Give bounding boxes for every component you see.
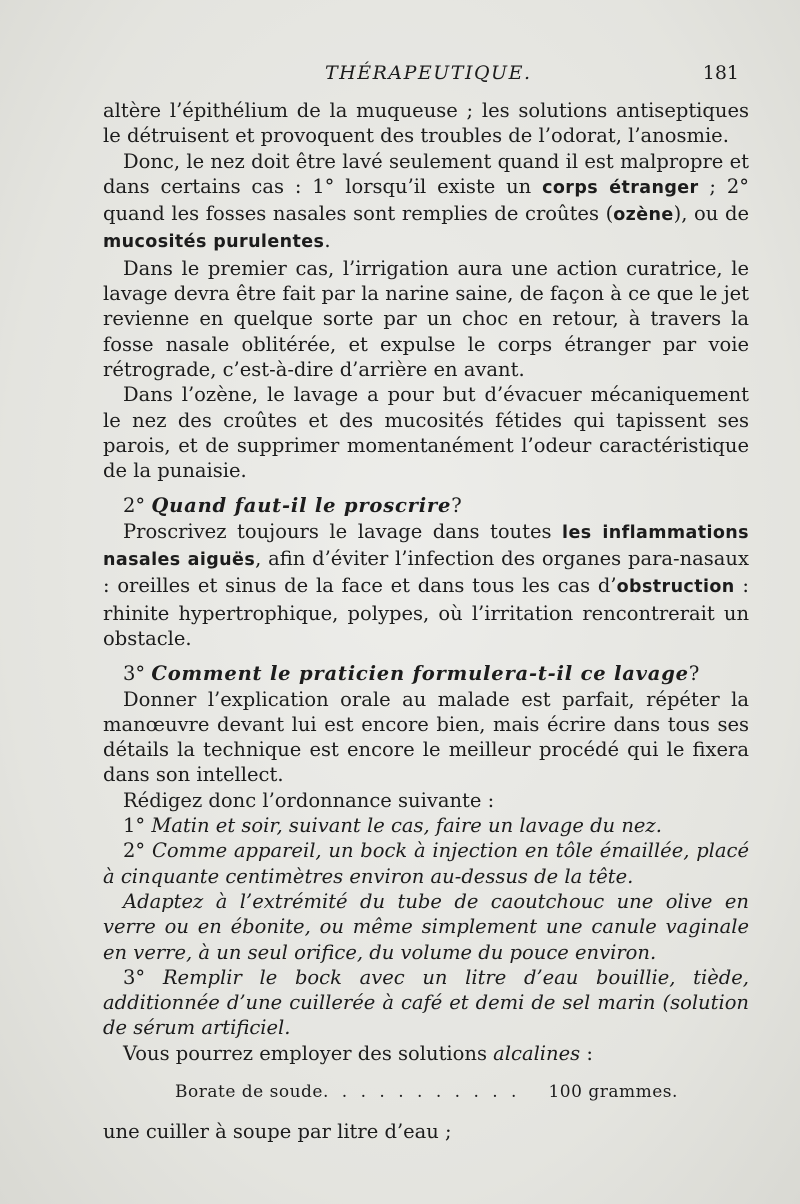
prescription-item-2-continued: Adaptez à l’extrémité du tube de caoutchouc une olive en verre ou en ébonite, ou même simplement une canule vaginale en verre, à un seul orifice, du volume du pouce environ. (103, 889, 749, 964)
formula-dots: . . . . . . . . . . . (322, 1081, 521, 1102)
formula-quantity: 100 grammes. (548, 1081, 678, 1102)
paragraph-epithelium: altère l’épithélium de la muqueuse ; les solutions antiseptiques le détruisent et provoquent des troubles de l’odorat, l’anosmie. (103, 99, 749, 148)
paragraph-proscribe: Proscrivez toujours le lavage dans toutes les inflammations nasales aiguës, afin d’éviter l’infection des organes para-nasaux : oreilles et sinus de la face et dans tous les cas d’obstruction : rhinite hypertrophique, polypes, où l’irritation rencontrerait un obstacle. (103, 519, 749, 650)
paragraph-prescription-intro: Rédigez donc l’ordonnance suivante : (123, 788, 495, 812)
section-heading-formulate: 3° Comment le praticien formulera-t-il ce lavage? (123, 662, 700, 686)
paragraph-when-wash: Donc, le nez doit être lavé seulement quand il est malpropre et dans certains cas : 1° lorsqu’il existe un corps étranger ; 2° quand les fosses nasales sont remplies de croûtes (ozène), ou de mucosités purulentes. (103, 149, 750, 253)
formula-line (175, 1080, 749, 1105)
page-body (103, 98, 749, 1145)
paragraph-ozene: Dans l’ozène, le lavage a pour but d’évacuer mécaniquement le nez des croûtes et des mucosités fétides qui tapissent ses parois, et de supprimer momentanément l’odeur caractéristique de la punaisie. (103, 383, 749, 483)
formula-item: Borate de soude (175, 1081, 323, 1102)
running-title: THÉRAPEUTIQUE. (325, 62, 532, 84)
prescription-item-1: 1° Matin et soir, suivant le cas, faire un lavage du nez. (123, 814, 662, 838)
paragraph-alkaline: Vous pourrez employer des solutions alcalines : (123, 1041, 593, 1065)
section-heading-proscribe: 2° Quand faut-il le proscrire? (123, 494, 462, 518)
page-header (103, 62, 743, 92)
page-number: 181 (702, 62, 739, 84)
paragraph-dosage: une cuiller à soupe par litre d’eau ; (103, 1120, 452, 1144)
paragraph-first-case: Dans le premier cas, l’irrigation aura une action curatrice, le lavage devra être fait par la narine saine, de façon à ce que le jet revienne en quelque sorte par un choc en retour, à travers la fosse nasale oblitérée, et expulse le corps étranger par voie rétrograde, c’est-à-dire d’arrière en avant. (103, 256, 749, 381)
prescription-item-3: 3° Remplir le bock avec un litre d’eau bouillie, tiède, additionnée d’une cuillerée à café et demi de sel marin (solution de sérum artificiel. (103, 965, 749, 1040)
prescription-item-2: 2° Comme appareil, un bock à injection en tôle émaillée, placé à cinquante centimètres environ au-dessus de la tête. (103, 839, 749, 888)
paragraph-explanation: Donner l’explication orale au malade est parfait, répéter la manœuvre devant lui est encore bien, mais écrire dans tous ses détails la technique est encore le meilleur procédé qui le fixera dans son intellect. (103, 687, 749, 787)
